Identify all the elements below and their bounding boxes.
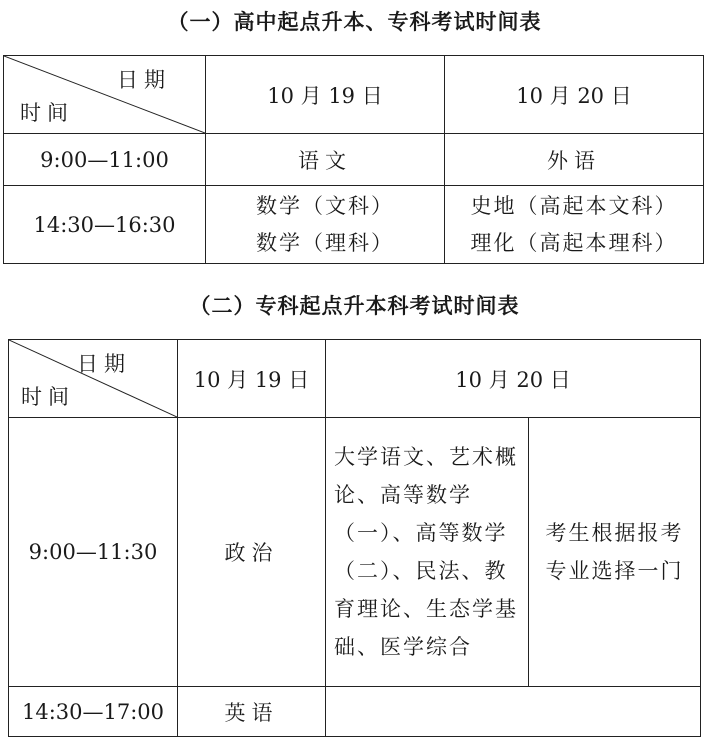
date-header-1: 10 月 19 日 — [178, 340, 326, 418]
exam-cell: 英语 — [178, 687, 326, 737]
time-slot-afternoon: 14:30—17:00 — [9, 687, 178, 737]
exam-line: 理化（高起本理科） — [470, 230, 678, 255]
exam-cell — [445, 186, 704, 264]
date-label: 日期 — [77, 352, 131, 376]
date-header-2: 10 月 20 日 — [445, 56, 704, 134]
exam-cell — [326, 687, 701, 737]
exam-line: 史地（高起本文科） — [470, 193, 678, 218]
table2-title: （二）专科起点升本科考试时间表 — [189, 294, 520, 318]
table1-title: （一）高中起点升本、专科考试时间表 — [167, 10, 542, 34]
exam-subject-list: 大学语文、艺术概论、高等数学（一）、高等数学（二）、民法、教育理论、生态学基础、医学综合 — [326, 418, 529, 687]
exam-cell: 语文 — [206, 134, 445, 186]
time-label: 时间 — [21, 385, 75, 409]
time-slot-morning: 9:00—11:00 — [4, 134, 206, 186]
schedule-table-2 — [8, 339, 701, 737]
corner-header — [9, 340, 178, 418]
time-label: 时间 — [20, 101, 74, 125]
time-slot-morning: 9:00—11:30 — [9, 418, 178, 687]
date-label: 日期 — [117, 68, 171, 92]
exam-line: 数学（理科） — [256, 230, 394, 255]
date-header-2: 10 月 20 日 — [326, 340, 701, 418]
corner-header — [4, 56, 206, 134]
schedule-table-1 — [3, 55, 704, 264]
exam-cell — [206, 186, 445, 264]
exam-line: 数学（文科） — [256, 193, 394, 218]
time-slot-afternoon: 14:30—16:30 — [4, 186, 206, 264]
exam-note: 考生根据报考专业选择一门 — [529, 418, 701, 687]
date-header-1: 10 月 19 日 — [206, 56, 445, 134]
exam-cell: 外语 — [445, 134, 704, 186]
exam-cell: 政治 — [178, 418, 326, 687]
